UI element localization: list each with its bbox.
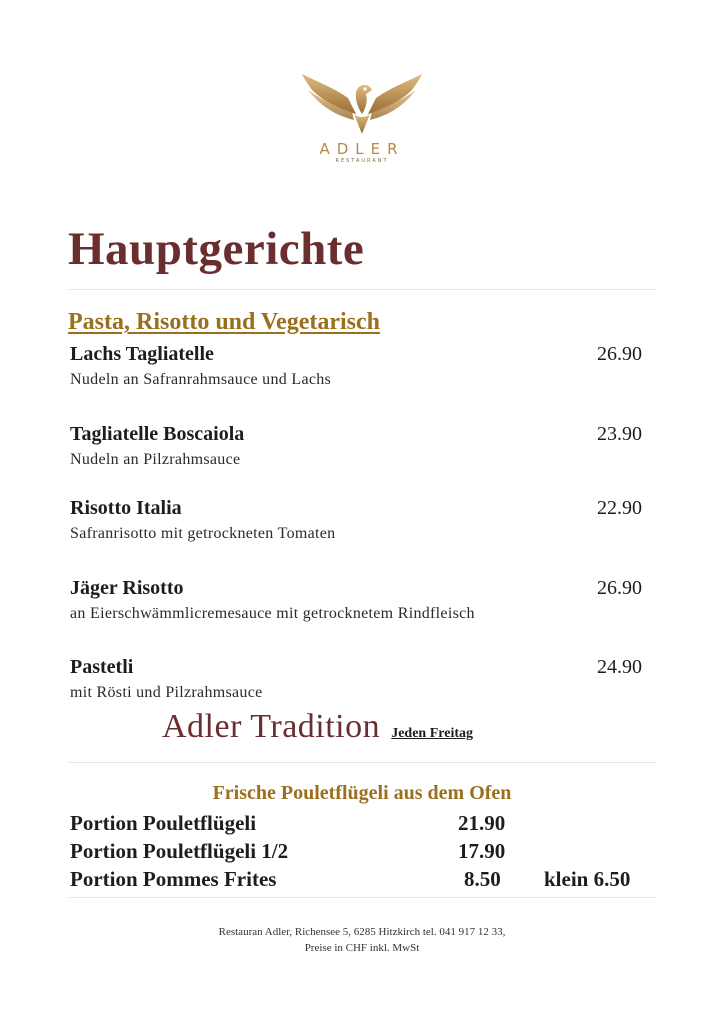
divider bbox=[68, 762, 656, 763]
brand-subtitle: RESTAURANT bbox=[335, 158, 389, 164]
item-name: Tagliatelle Boscaiola bbox=[70, 423, 245, 445]
footer bbox=[0, 924, 724, 956]
price-row bbox=[68, 867, 648, 893]
brand-name: ADLER bbox=[319, 140, 405, 158]
price-row bbox=[68, 811, 648, 837]
item-name: Risotto Italia bbox=[70, 497, 182, 519]
item-name: Lachs Tagliatelle bbox=[70, 343, 214, 365]
page-title: Hauptgerichte bbox=[68, 223, 365, 275]
item-price: 8.50 bbox=[464, 867, 501, 891]
item-price: 26.90 bbox=[597, 343, 642, 365]
eagle-icon bbox=[300, 70, 424, 136]
item-price: 24.90 bbox=[597, 656, 642, 678]
item-description: Nudeln an Pilzrahmsauce bbox=[70, 451, 241, 468]
divider bbox=[68, 897, 656, 898]
item-description: Nudeln an Safranrahmsauce und Lachs bbox=[70, 371, 332, 388]
item-description: mit Rösti und Pilzrahmsauce bbox=[70, 684, 263, 701]
item-name: Portion Pouletflügeli 1/2 bbox=[70, 839, 289, 863]
item-name: Jäger Risotto bbox=[70, 577, 184, 599]
tradition-note: Jeden Freitag bbox=[391, 726, 473, 741]
tradition-title: Adler Tradition bbox=[162, 708, 381, 745]
item-price: 17.90 bbox=[458, 839, 506, 863]
divider bbox=[68, 289, 656, 290]
item-price: 21.90 bbox=[458, 811, 506, 835]
item-price: 22.90 bbox=[597, 497, 642, 519]
item-price: 23.90 bbox=[597, 423, 642, 445]
tradition-subtitle: Frische Pouletflügeli aus dem Ofen bbox=[212, 782, 512, 804]
item-description: Safranrisotto mit getrockneten Tomaten bbox=[70, 525, 336, 542]
section-title-pasta: Pasta, Risotto und Vegetarisch bbox=[68, 309, 381, 335]
restaurant-logo bbox=[262, 62, 462, 172]
item-description: an Eierschwämmlicremesauce mit getrocknetem Rindfleisch bbox=[70, 605, 475, 622]
item-name: Portion Pouletflügeli bbox=[70, 811, 257, 835]
footer-address: Restauran Adler, Richensee 5, 6285 Hitzkirch tel. 041 917 12 33, bbox=[218, 926, 506, 938]
item-price: 26.90 bbox=[597, 577, 642, 599]
tradition-heading bbox=[162, 708, 473, 746]
price-row bbox=[68, 839, 648, 865]
footer-note: Preise in CHF inkl. MwSt bbox=[304, 942, 420, 954]
item-name: Portion Pommes Frites bbox=[70, 867, 277, 891]
item-small-price: klein 6.50 bbox=[544, 867, 631, 891]
item-name: Pastetli bbox=[70, 656, 134, 678]
